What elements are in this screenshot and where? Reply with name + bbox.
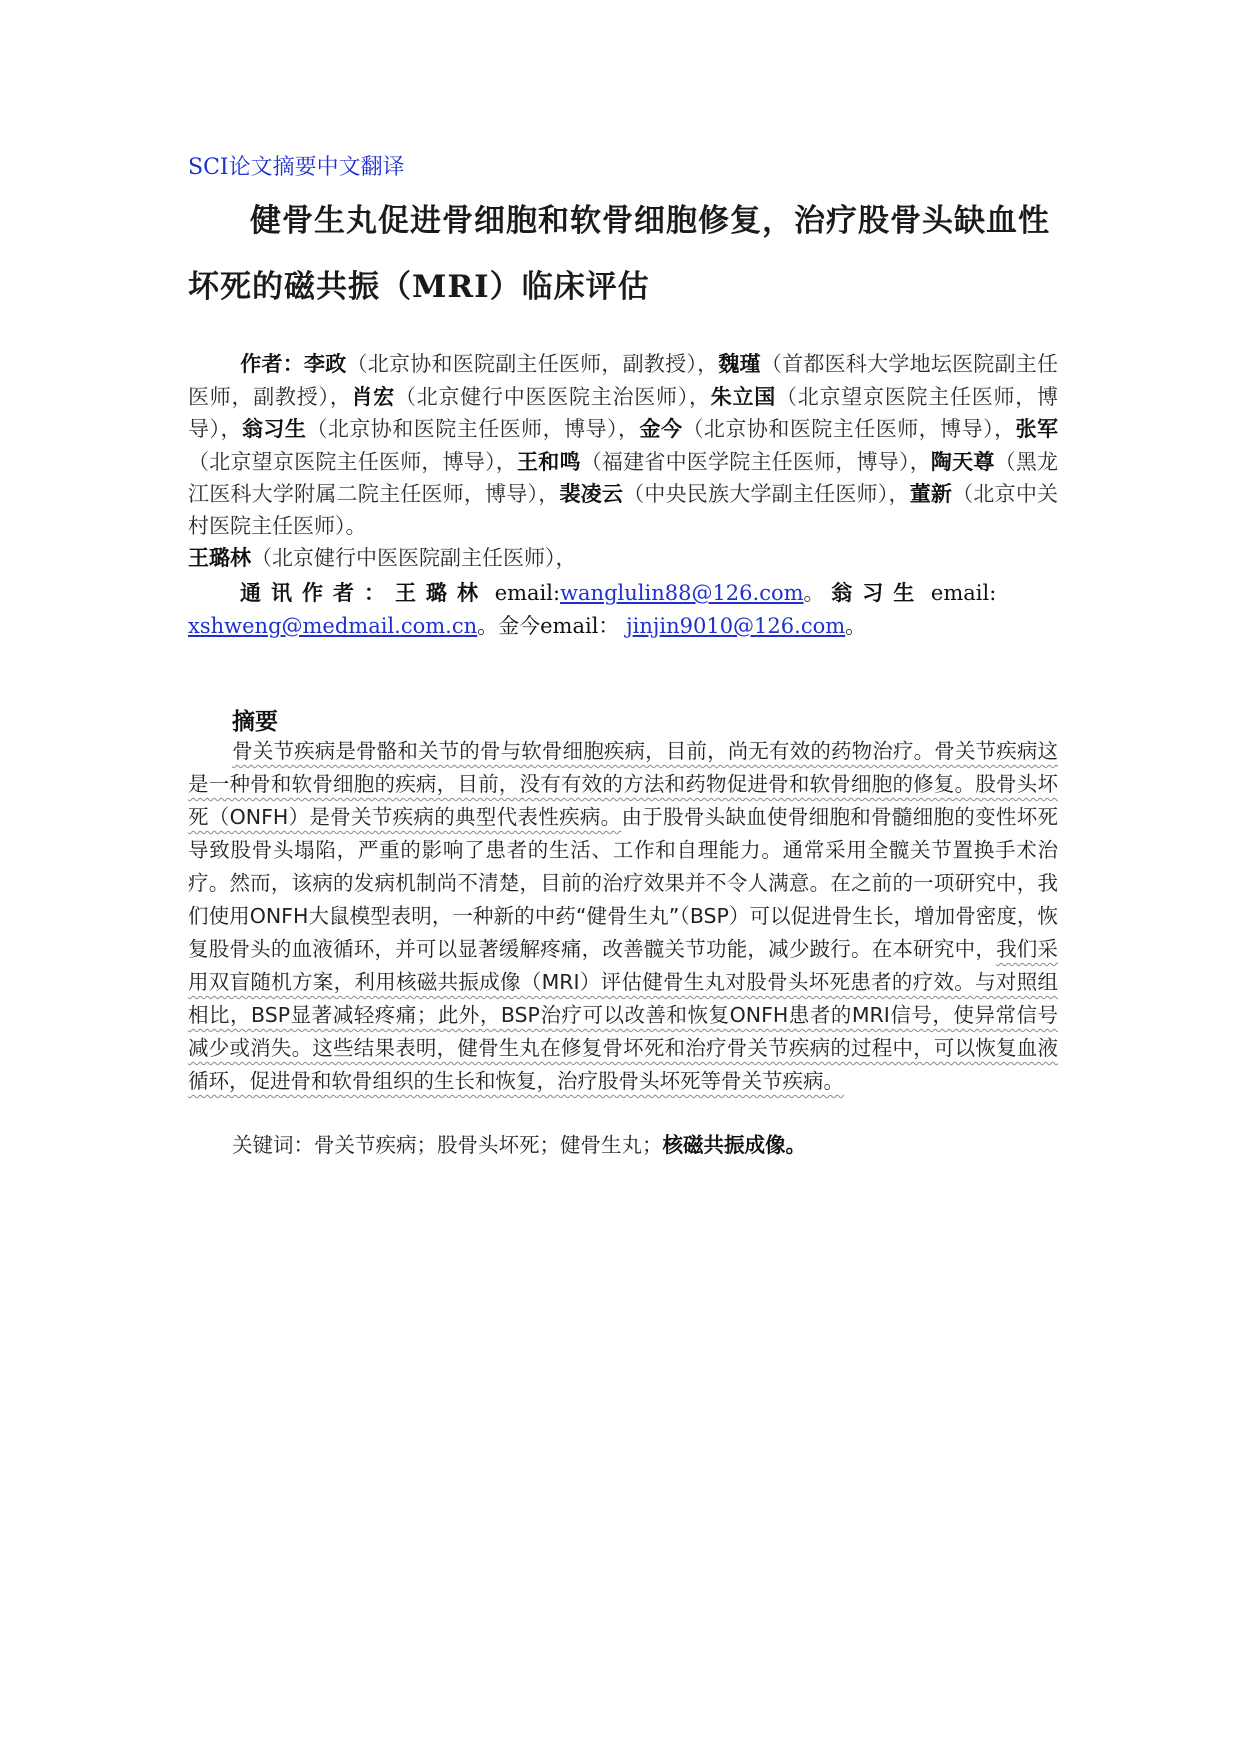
- contact-person: 翁习生: [831, 580, 925, 605]
- author-affiliation: （北京健行中医医院主治医师），: [395, 384, 711, 409]
- contact-person: 金今: [498, 614, 541, 638]
- contact-person: 王璐林: [395, 580, 488, 605]
- email-label: email:: [930, 581, 997, 605]
- author-affiliation: （福建省中医学院主任医师，博导），: [580, 449, 931, 474]
- author-affiliation: （北京协和医院副主任医师，副教授），: [346, 352, 719, 376]
- email-link-3[interactable]: jinjin9010@126.com: [626, 614, 846, 638]
- email-link-1[interactable]: wanglulin88@126.com: [560, 581, 804, 605]
- author-affiliation: （北京协和医院主任医师，博导），: [682, 417, 1016, 441]
- author-affiliation: （中央民族大学副主任医师），: [623, 482, 910, 506]
- author-name: 王璐林: [188, 545, 251, 570]
- email-link-2[interactable]: xshweng@medmail.com.cn: [188, 614, 478, 638]
- email-label: email：: [540, 614, 620, 638]
- abstract-text-underlined: 这些结果表明，健骨生丸在修复骨坏死和治疗骨关节疾病的过程中，可以恢复血液循环，促进骨和软骨组织的生长和恢复，治疗股骨头坏死等骨关节疾病。: [188, 1036, 1059, 1093]
- author-affiliation: （北京中关村医院主任医师）。: [188, 482, 1059, 538]
- author-name: 肖宏: [351, 383, 395, 409]
- author-name: 魏瑾: [718, 351, 761, 376]
- author-affiliation: （北京望京医院主任医师，博导），: [188, 449, 518, 474]
- email-label: email:: [494, 581, 561, 605]
- keywords-list: 骨关节疾病；股骨头坏死；健骨生丸；: [314, 1133, 663, 1157]
- author-name: 李政: [303, 351, 347, 376]
- abstract-text-underlined: 骨关节疾病是骨骼和关节的骨与软骨细胞疾病，目前，尚无有效的药物治疗。骨关节疾病这是一种骨和软骨细胞的疾病，目前，没有有效的方法和药物促进骨和软骨细胞的修复。股骨头坏死（ONFH）是骨关节疾病的典型代表性疾病。: [188, 739, 1058, 829]
- author-list: [188, 348, 1058, 575]
- separator: 。: [803, 581, 825, 605]
- author-affiliation: （首都医科大学地坛医院副主任医师，副教授），: [188, 352, 1059, 409]
- author-affiliation: （北京望京医院主任医师，博导），: [188, 384, 1058, 441]
- author-name: 张军: [1015, 416, 1059, 441]
- paper-title: 健骨生丸促进骨细胞和软骨细胞修复，治疗股骨头缺血性坏死的磁共振（MRI）临床评估: [188, 203, 1050, 305]
- abstract-text: 由于股骨头缺血使骨细胞和骨髓细胞的变性坏死导致股骨头塌陷，严重的影响了患者的生活、工作和自理能力。通常采用全髋关节置换手术治疗。然而，该病的发病机制尚不清楚，目前的治疗效果并不令人满意。在之前的一项研究中，我们使用ONFH大鼠模型表明，一种新的中药“健骨生丸”（BSP）可以促进骨生长，增加骨密度，恢复股骨头的血液循环，并可以显著缓解疼痛，改善髋关节功能，减少跛行。在本研究中，: [188, 805, 1058, 961]
- author-affiliation: （黑龙江医科大学附属二院主任医师，博导），: [188, 449, 1059, 506]
- author-name: 裴凌云: [559, 481, 624, 506]
- abstract-text-underlined: 我们采用双盲随机方案，利用核磁共振成像（MRI）评估健骨生丸对股骨头坏死患者的疗效。与对照组相比，BSP显著减轻疼痛；此外，BSP治疗可以改善和恢复ONFH患者的MRI信号，使异常信号减少或消失。: [188, 937, 1059, 1060]
- abstract-heading: 摘要: [232, 708, 278, 735]
- keywords-line: [232, 1128, 806, 1158]
- author-affiliation: （北京健行中医医院副主任医师），: [251, 546, 577, 570]
- contact-label: 通讯作者：: [240, 580, 395, 605]
- author-name: 陶天尊: [930, 448, 995, 474]
- separator: 。: [845, 614, 867, 638]
- author-affiliation: （北京协和医院主任医师，博导），: [306, 417, 640, 441]
- keywords-label: 关键词：: [232, 1133, 314, 1157]
- author-name: 朱立国: [710, 383, 776, 409]
- document-header: SCI论文摘要中文翻译: [188, 155, 405, 180]
- author-name: 王和鸣: [517, 448, 581, 474]
- author-name: 董新: [909, 481, 953, 506]
- keyword-bold: 核磁共振成像。: [662, 1133, 806, 1157]
- corresponding-authors: [188, 576, 1058, 643]
- author-name: 翁习生: [241, 416, 307, 441]
- authors-label: 作者：: [240, 351, 304, 376]
- separator: 。: [477, 614, 499, 638]
- author-name: 金今: [639, 416, 683, 441]
- abstract-body: [188, 735, 1058, 1098]
